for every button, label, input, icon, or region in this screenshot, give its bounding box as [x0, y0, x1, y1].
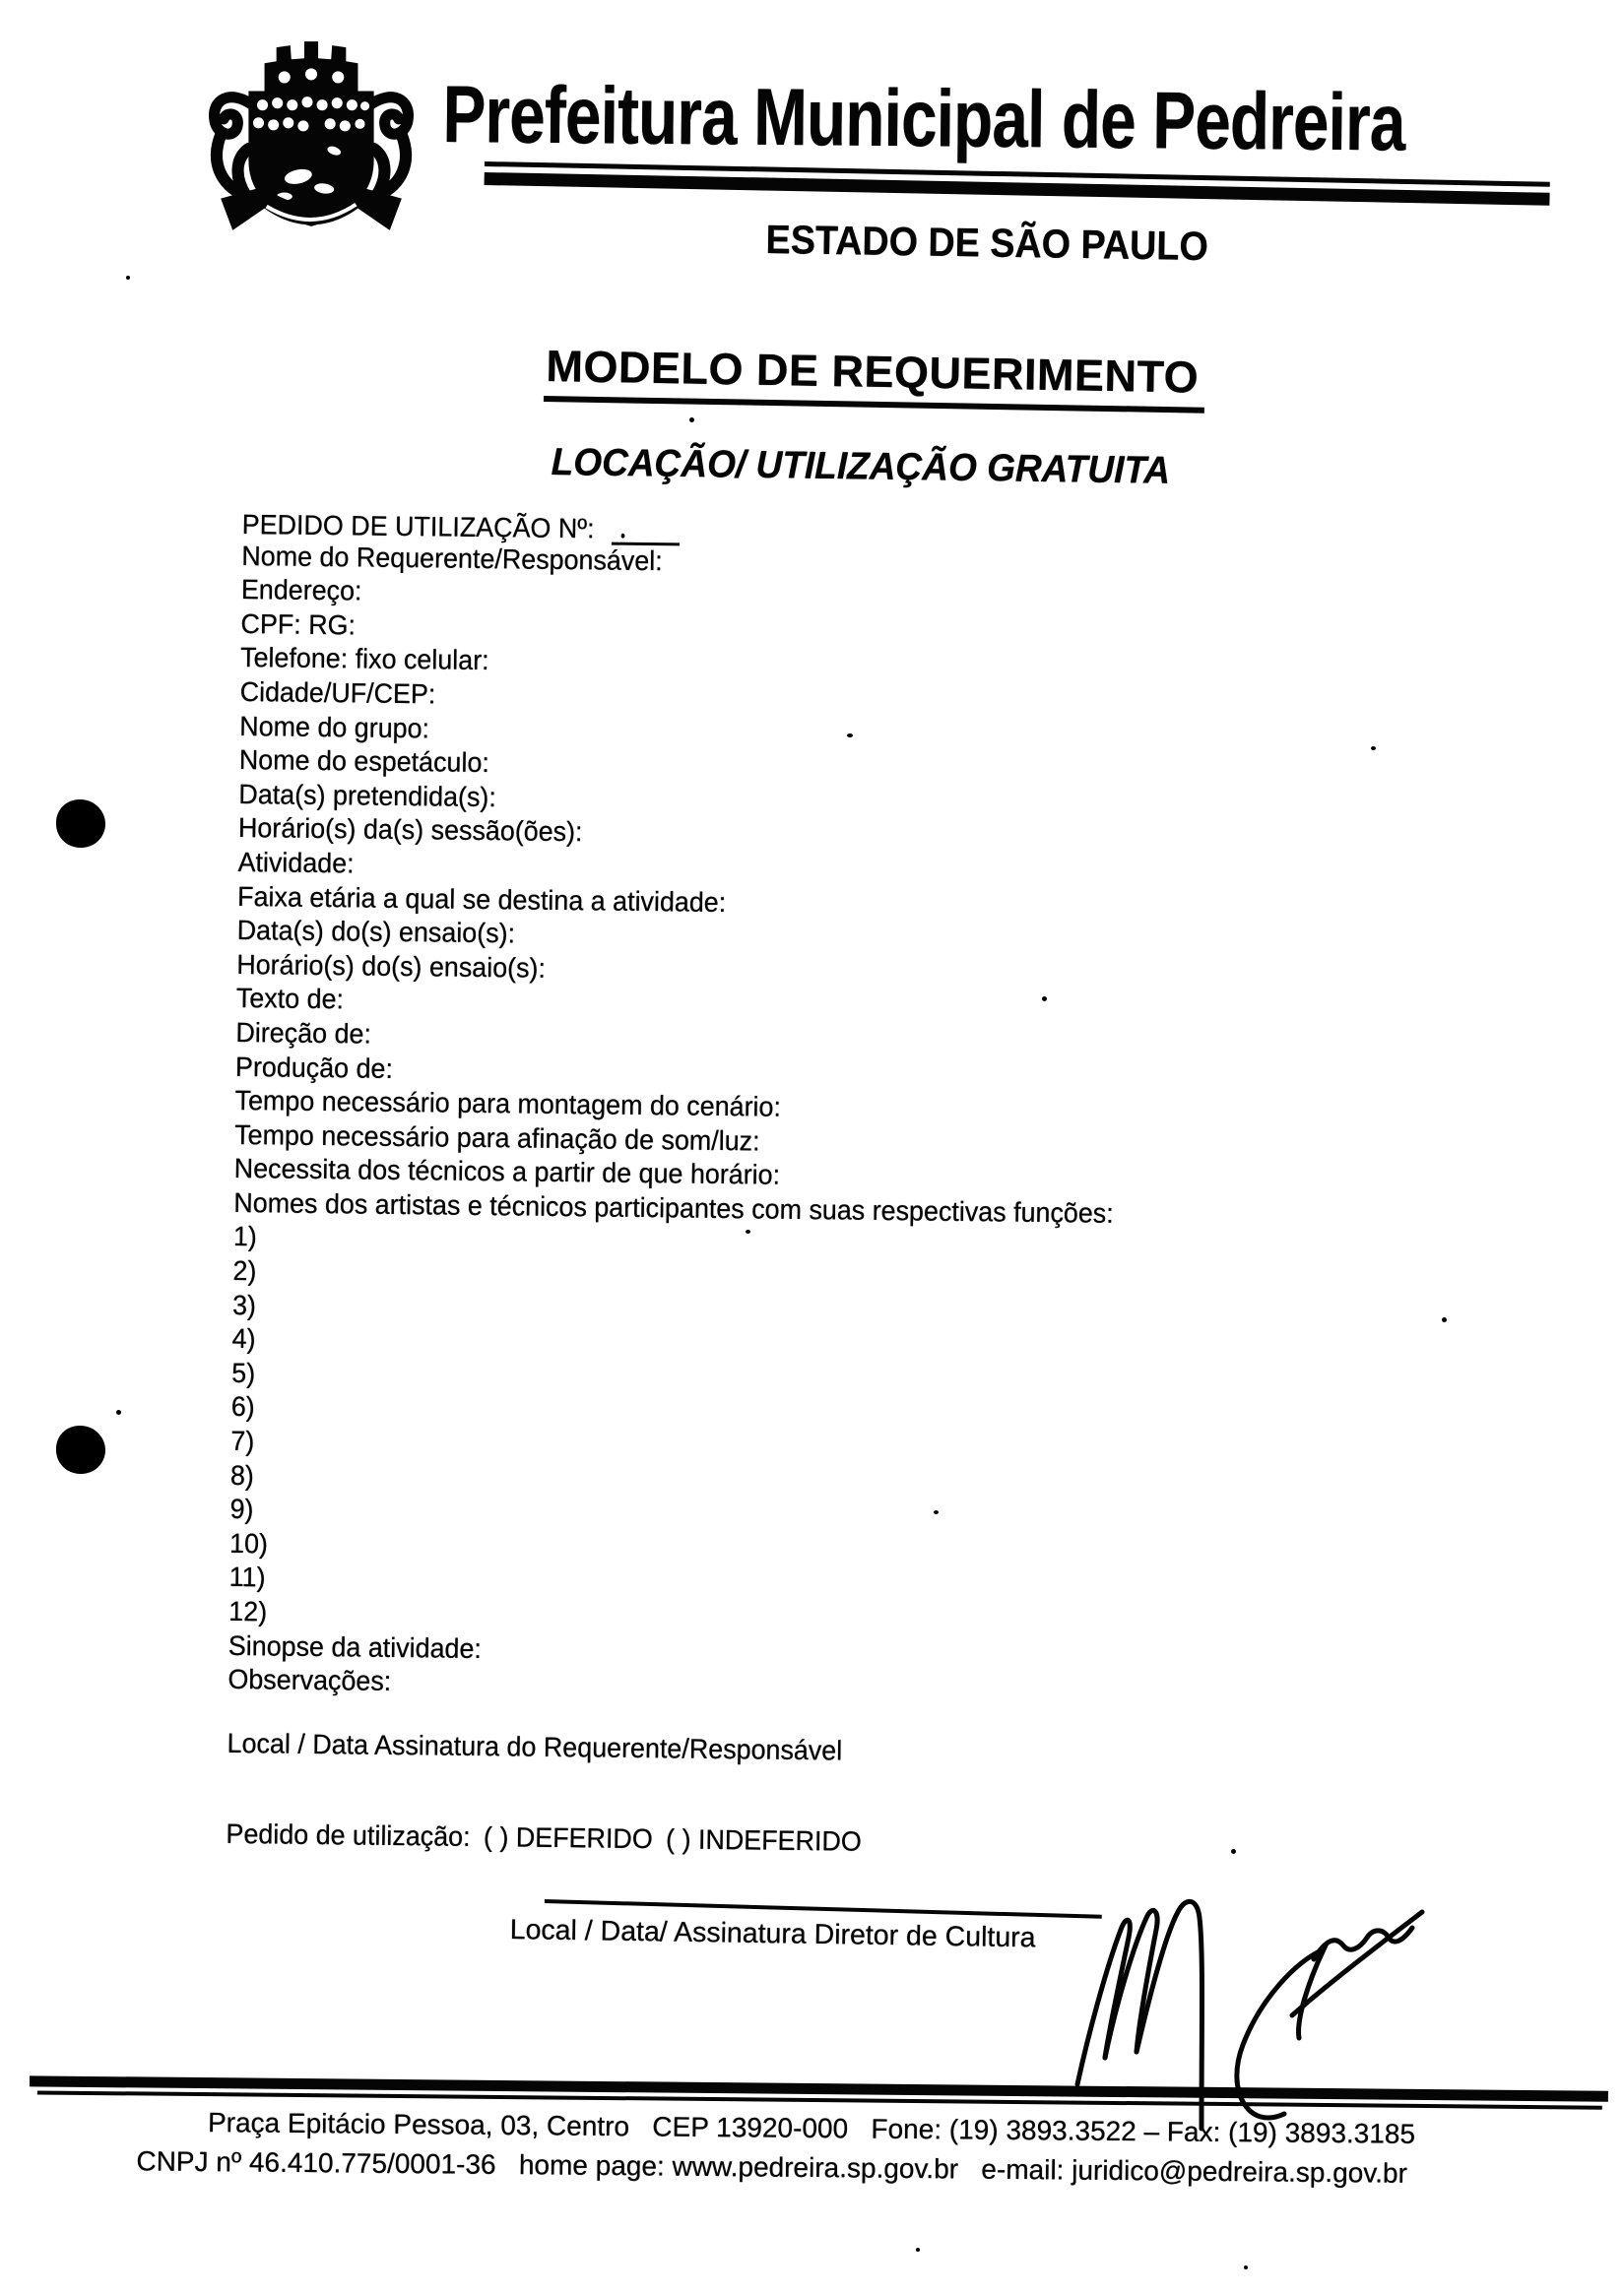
decision-option-checkbox: ( ) DEFERIDO [483, 1821, 653, 1855]
decision-options [484, 1821, 862, 1858]
request-number-blank-field [612, 521, 680, 545]
request-number-label: PEDIDO DE UTILIZAÇÃO Nº: [241, 508, 595, 543]
scan-speck [1442, 1317, 1447, 1322]
scan-speck [116, 1410, 121, 1415]
decision-label: Pedido de utilização: [226, 1818, 471, 1853]
form-line: 12) [228, 1595, 268, 1627]
form-line: Tempo necessário para afinação de som/luz: [234, 1118, 760, 1157]
form-line: Direção de: [235, 1016, 372, 1050]
form-line: 9) [229, 1494, 254, 1525]
form-line: 10) [228, 1527, 269, 1560]
scan-speck [1231, 1849, 1236, 1854]
scan-speck [746, 1230, 750, 1234]
form-line: Tempo necessário para montagem do cenário: [234, 1085, 782, 1122]
form-line: 5) [231, 1357, 256, 1389]
form-line: Data(s) pretendida(s): [238, 778, 497, 812]
decision-line [226, 1818, 1106, 1861]
handwritten-signature [1056, 1882, 1430, 2140]
form-line: Produção de: [234, 1051, 394, 1084]
form-line: Nome do grupo: [239, 710, 430, 743]
form-line: Nomes dos artistas e técnicos participantes com suas respectivas funções: [233, 1186, 1114, 1229]
form-line: 1) [232, 1221, 258, 1252]
form-line: Telefone: fixo celular: [239, 642, 489, 676]
form-line: CPF: RG: [240, 607, 357, 641]
form-line: 11) [228, 1562, 266, 1593]
hole-punch-top [56, 799, 105, 848]
org-name: Prefeitura Municipal de Pedreira [442, 69, 1405, 168]
scan-speck [1244, 2265, 1248, 2269]
form-line: Nome do espetáculo: [238, 744, 490, 779]
municipal-coat-of-arms-icon [207, 39, 416, 238]
request-form [226, 506, 1122, 1861]
form-line: Data(s) do(s) ensaio(s): [236, 915, 516, 949]
form-line: Atividade: [237, 846, 355, 879]
form-lines [227, 541, 1122, 1709]
form-line: Nome do Requerente/Responsável: [241, 540, 663, 576]
footer-cnpj: CNPJ nº 46.410.775/0001-36 home page: www.pedreira.sp.gov.br e-mail: juridico@pedreira.sp.gov.br [136, 2145, 1408, 2189]
footer-address: Praça Epitácio Pessoa, 03, Centro CEP 13920-000 Fone: (19) 3893.3522 – Fax: (19) 3893.3185 [207, 2107, 1416, 2149]
scan-speck [847, 733, 853, 737]
scan-speck [934, 1510, 939, 1514]
director-signature-label: Local / Data/ Assinatura Diretor de Cultura [509, 1914, 1036, 1954]
scan-speck [126, 276, 130, 280]
form-line: Horário(s) da(s) sessão(ões): [237, 812, 583, 848]
scan-speck [1371, 746, 1376, 750]
decision-option-checkbox: ( ) INDEFERIDO [665, 1823, 862, 1858]
document-subtitle: LOCAÇÃO/ UTILIZAÇÃO GRATUITA [551, 441, 1171, 492]
form-line: Horário(s) do(s) ensaio(s): [236, 948, 547, 984]
scan-speck [1042, 996, 1047, 1001]
form-line: 8) [229, 1459, 255, 1491]
form-line: Faixa etária a qual se destina a atividade: [236, 880, 727, 918]
scan-speck [689, 417, 694, 422]
form-line: Observações: [227, 1664, 392, 1697]
form-line: 4) [231, 1323, 256, 1355]
form-line: Endereço: [240, 574, 362, 606]
form-line: Sinopse da atividade: [227, 1629, 483, 1664]
form-line: 3) [231, 1289, 257, 1320]
document-title: MODELO DE REQUERIMENTO [544, 341, 1205, 414]
form-line: 7) [230, 1425, 255, 1457]
state-name: ESTADO DE SÃO PAULO [765, 217, 1209, 270]
hole-punch-bottom [56, 1426, 105, 1474]
form-line: Texto de: [235, 983, 345, 1015]
requester-signature-label: Local / Data Assinatura do Requerente/Responsável [227, 1727, 843, 1766]
form-line: 6) [230, 1391, 255, 1423]
form-line: Cidade/UF/CEP: [239, 675, 436, 710]
scan-speck [916, 2248, 920, 2252]
form-line: Necessita dos técnicos a partir de que horário: [233, 1153, 781, 1191]
form-line: 2) [232, 1255, 257, 1287]
